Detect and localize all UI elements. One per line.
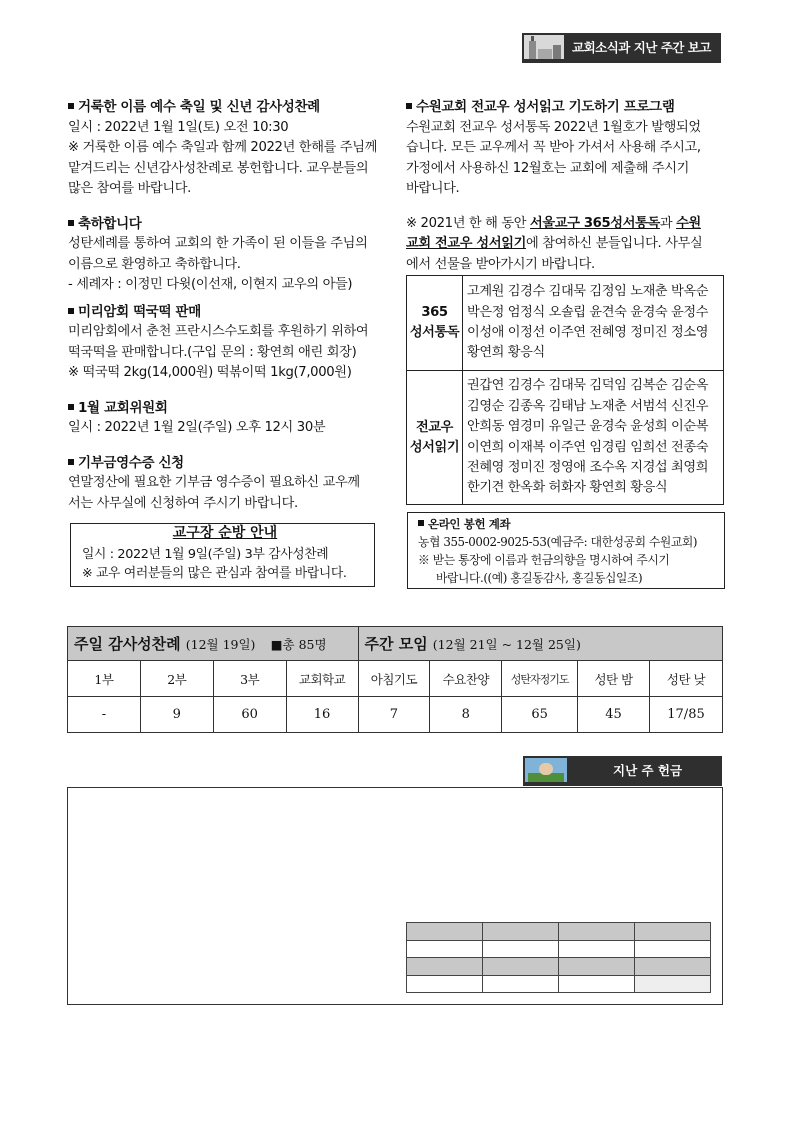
announcement-line: ※ 떡국떡 2kg(14,000원) 떡볶이떡 1kg(7,000원) [68,365,352,380]
reading-participants-table [406,275,724,505]
table-row [407,276,724,371]
announcement-line: 이름으로 환영하고 축하합니다. [68,256,241,272]
table-cell [559,975,635,993]
right-column [406,97,702,275]
table-cell [407,975,483,993]
offering-header [523,756,722,784]
table-cell [635,940,711,958]
header-underline [522,61,721,63]
column-header: 성탄 낮 [650,661,723,697]
table-cell [483,923,559,941]
column-header: 성탄 밤 [578,661,650,697]
online-offering-line: 농협 355-0002-9025-53(예금주: 대한성공회 수원교회) [418,535,698,549]
announcement-line: 많은 참여를 바랍니다. [68,181,192,196]
announcement-title: 수원교회 전교우 성서읽고 기도하기 프로그램 [406,97,702,118]
left-column [68,97,377,514]
table-cell [559,958,635,976]
table-cell: 7 [358,697,430,733]
reading-note: ※ 2021년 한 해 동안 서울교구 365성서통독과 수원 [406,215,701,231]
column-header: 2부 [140,661,213,697]
sunday-header: 주일 감사성찬례 (12월 19일) ■총 85명 [68,627,359,661]
online-offering-box [407,512,725,589]
table-cell [407,923,483,941]
church-photo-icon [524,35,564,59]
announcement-title: 축하합니다 [68,214,377,235]
reading-note: 교회 전교우 성서읽기에 참여하신 분들입니다. 사무실 [406,236,703,251]
announcement-line: ※ 거룩한 이름 예수 축일과 함께 2022년 한해를 주님께 [68,140,377,155]
section-header-label: 교회소식과 지난 주간 보고 [572,40,711,55]
table-row [407,923,711,941]
bullet-square-icon [68,220,74,226]
announcement-line: - 세례자 : 이정민 다윗(이선재, 이현지 교우의 아들) [68,277,353,292]
participant-names: 권갑연 김경수 김대묵 김덕임 김복순 김순옥 김영순 김종옥 김태남 노재춘 서범석 신진우 안희동 염경미 유일근 윤경숙 윤성희 이순복 이연희 이재복 이주연 임경림 임희선 전종숙 전혜영 정미진 정영애 조수옥 지경섭 최영희 한기견 한옥화 허화자 황연희 황응식 [463,371,724,505]
table-cell: 45 [578,697,650,733]
table-cell [483,940,559,958]
offering-grid-table [406,922,711,993]
table-row [407,940,711,958]
table-cell: 60 [213,697,286,733]
announcement-line: 일시 : 2022년 1월 2일(주일) 오후 12시 30분 [68,420,326,435]
table-header-row [68,627,723,661]
online-offering-line: ※ 받는 통장에 이름과 헌금의향을 명시하여 주시기 [418,553,670,567]
table-cell [559,940,635,958]
table-cell [407,940,483,958]
table-cell [483,975,559,993]
table-cell [483,958,559,976]
announcement-line: 맡겨드리는 신년감사성찬례로 봉헌합니다. 교우분들의 [68,160,369,176]
announcement-title: 거룩한 이름 예수 축일 및 신년 감사성찬례 [68,97,377,118]
table-cell: 65 [502,697,578,733]
announcement-line: 연말정산에 필요한 기부금 영수증이 필요하신 교우께 [68,475,360,490]
table-row-label: 전교우 성서읽기 [407,371,463,505]
weekly-header: 주간 모임 (12월 21일 ~ 12월 25일) [358,627,723,661]
tour-notice-title: 교구장 순방 안내 [172,525,278,541]
table-cell [407,958,483,976]
table-cell: 17/85 [650,697,723,733]
table-cell [559,923,635,941]
tour-notice-line: 일시 : 2022년 1월 9일(주일) 3부 감사성찬례 [82,547,329,562]
announcement-line: 떡국떡을 판매합니다.(구입 문의 : 황연희 애린 회장) [68,344,357,360]
announcement-line: 습니다. 모든 교우께서 꼭 받아 가셔서 사용해 주시고, [406,140,701,155]
announcement-line: 미리암회에서 춘천 프란시스수도회를 후원하기 위하여 [68,324,369,339]
online-offering-title: 온라인 봉헌 계좌 [418,515,714,533]
table-cell: 16 [286,697,358,733]
hands-photo-icon [525,758,567,782]
table-cell [635,975,711,993]
column-header: 교회학교 [286,661,358,697]
section-header [522,33,721,61]
table-row [407,958,711,976]
column-header: 3부 [213,661,286,697]
column-header: 수요찬양 [430,661,502,697]
table-row [68,661,723,697]
table-cell [635,923,711,941]
reading-note: 에서 선물을 받아가시기 바랍니다. [406,256,595,272]
announcement-line: 서는 사무실에 신청하여 주시기 바랍니다. [68,495,298,511]
announcement-line: 바랍니다. [406,181,460,196]
announcement-line: 일시 : 2022년 1월 1일(토) 오전 10:30 [68,119,289,135]
column-header: 아침기도 [358,661,430,697]
announcement-line: 수원교회 전교우 성서통독 2022년 1월호가 발행되었 [406,119,701,135]
total-count: ■총 85명 [270,637,327,652]
offering-header-underline [523,784,722,786]
announcement-line: 성탄세례를 통하여 교회의 한 가족이 된 이들을 주님의 [68,236,368,251]
announcement-line: 가정에서 사용하신 12월호는 교회에 제출해 주시기 [406,160,690,176]
column-header: 성탄자정기도 [502,661,578,697]
announcement-title: 미리암회 떡국떡 판매 [68,302,377,323]
tour-notice-line: ※ 교우 여러분들의 많은 관심과 참여를 바랍니다. [82,566,347,581]
column-header: 1부 [68,661,141,697]
table-cell: 8 [430,697,502,733]
table-row [407,975,711,993]
bullet-square-icon [68,459,74,465]
announcement-title: 1월 교회위원회 [68,398,377,419]
table-row [68,697,723,733]
offering-header-label: 지난 주 헌금 [613,763,683,778]
tour-notice-text [82,545,347,583]
participant-names: 고계원 김경수 김대묵 김정임 노재춘 박옥순 박은정 엄정식 오솔립 윤견숙 윤경숙 윤정수 이성애 이정선 이주연 전혜영 정미진 정소영 황연희 황응식 [463,276,724,371]
announcement-title: 기부금영수증 신청 [68,453,377,474]
table-cell: - [68,697,141,733]
table-row [407,371,724,505]
table-cell [635,958,711,976]
bullet-square-icon [68,404,74,410]
bullet-square-icon [68,308,74,314]
bullet-square-icon [406,103,412,109]
bullet-square-icon [68,103,74,109]
online-offering-line: 바랍니다.((예) 홍길동감사, 홍길동십일조) [436,571,643,585]
attendance-table [67,626,723,733]
table-row-label: 365 성서통독 [407,276,463,371]
table-cell: 9 [140,697,213,733]
bullet-square-icon [418,520,424,526]
